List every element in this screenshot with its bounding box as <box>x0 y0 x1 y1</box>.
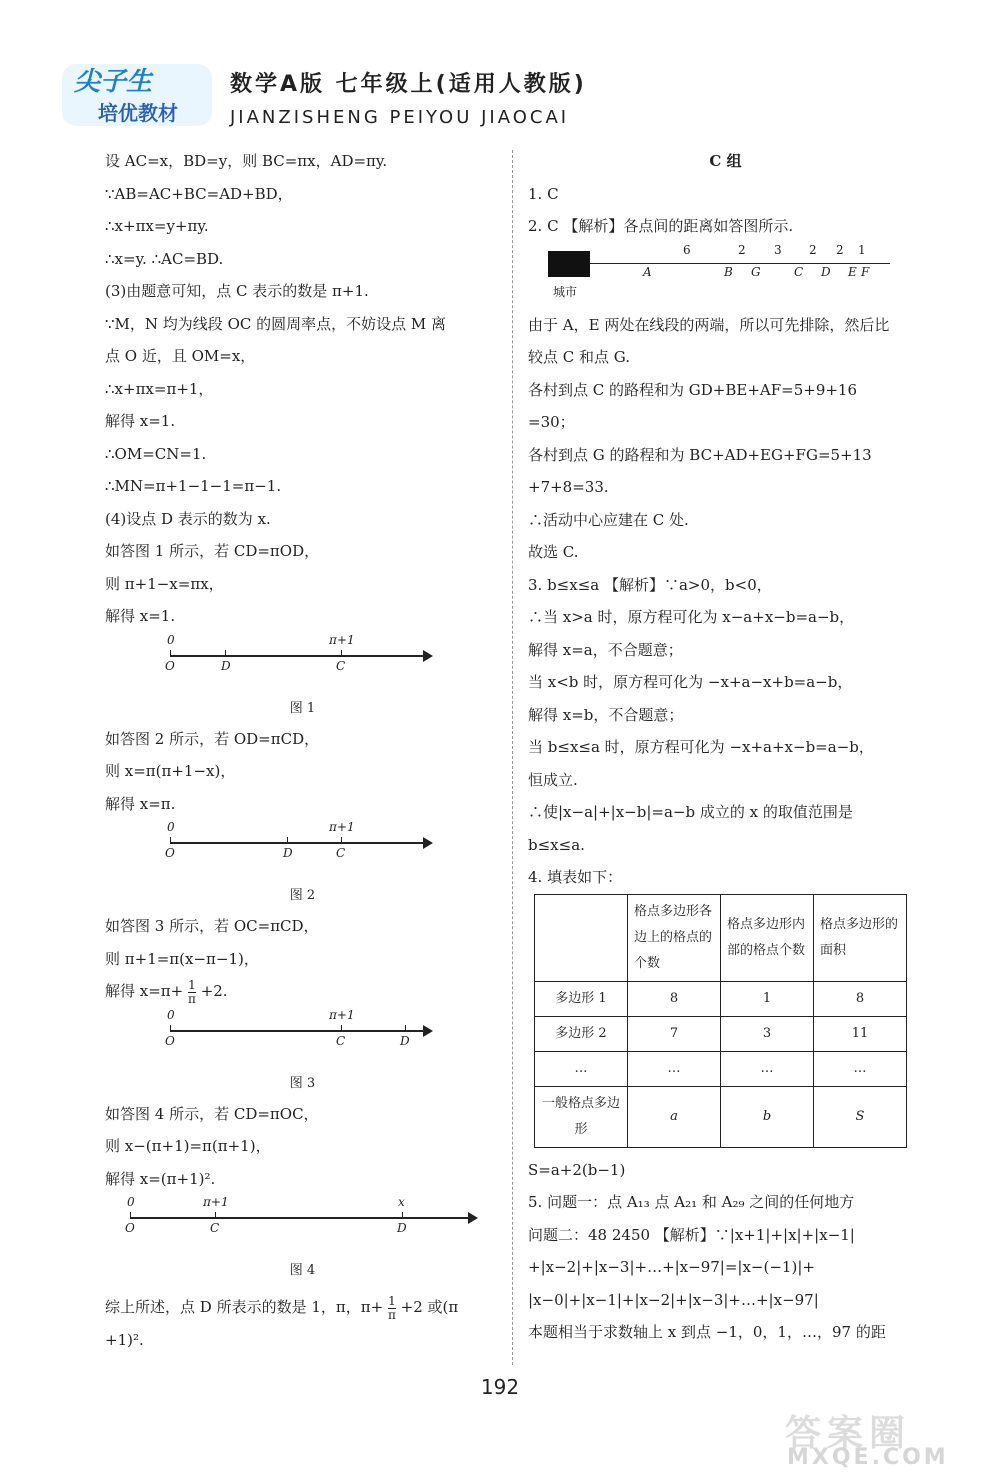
text-line: 如答图 2 所示，若 OD=πCD， <box>105 729 320 748</box>
text-line: 故选 C. <box>528 543 579 561</box>
table-header-row <box>535 894 907 981</box>
text-fragment: +2 或(π <box>400 1298 459 1316</box>
distance-label: 1 <box>858 242 866 257</box>
fraction-denominator: π <box>188 991 196 1006</box>
text-line: 解得 x=b，不合题意； <box>528 705 684 724</box>
book-title: 数学A版 七年级上(适用人教版) <box>230 72 587 97</box>
table-cell: … <box>721 1051 814 1086</box>
point-label: D <box>400 1033 410 1048</box>
table-cell: 3 <box>721 1016 814 1051</box>
tick <box>215 1212 216 1218</box>
figure-caption: 图 3 <box>289 1075 316 1091</box>
text-line: 如答图 1 所示，若 CD=πOD， <box>105 542 320 560</box>
axis-arrow <box>423 837 433 849</box>
number-line-figure-1 <box>105 633 500 695</box>
text-line: 设 AC=x，BD=y，则 BC=πx，AD=πy. <box>105 152 388 170</box>
table-cell: 11 <box>814 1016 907 1051</box>
text-line: 各村到点 C 的路程和为 GD+BE+AF=5+9+16 <box>528 380 858 399</box>
answer-line: 2. C 【解析】各点间的距离如答图所示. <box>528 217 794 235</box>
column-divider <box>512 150 513 1365</box>
figure-caption: 图 2 <box>289 888 316 903</box>
text-line: 解得 x=1. <box>105 412 176 430</box>
point-label: O <box>165 1033 175 1048</box>
axis-line <box>170 842 425 844</box>
point-label: C <box>210 1221 220 1235</box>
left-column <box>105 145 500 1356</box>
text-line: 解得 x=π. <box>105 794 176 813</box>
table-cell: 多边形 2 <box>535 1016 628 1051</box>
text-line: b≤x≤a. <box>528 835 585 854</box>
tick <box>287 837 288 843</box>
tick <box>130 1212 131 1218</box>
text-line: 当 x<b 时，原方程可化为 −x+a−x+b=a−b， <box>528 673 853 691</box>
polygon-table <box>534 894 907 1148</box>
point-label: F <box>861 264 870 279</box>
table-cell: 多边形 1 <box>535 981 628 1016</box>
distance-label: 2 <box>809 242 817 257</box>
point-label: C <box>336 1033 346 1048</box>
text-line: ∴x=y. ∴AC=BD. <box>105 249 224 268</box>
table-cell: … <box>628 1051 721 1086</box>
watermark-text: 答案圈 <box>785 1412 912 1454</box>
book-pinyin: JIANZISHENG PEIYOU JIAOCAI <box>230 107 570 128</box>
axis-line <box>130 1217 470 1219</box>
table-row <box>535 1016 907 1051</box>
text-line: ∴当 x>a 时，原方程可化为 x−a+x−b=a−b， <box>528 608 855 626</box>
table-cell: S <box>814 1086 907 1147</box>
text-line: ∴x+πx=y+πy. <box>105 217 209 235</box>
text-line: ∴活动中心应建在 C 处. <box>528 510 689 529</box>
point-label: D <box>283 846 293 860</box>
tick-label: π+1 <box>329 820 355 834</box>
text-line: 4. 填表如下： <box>528 868 623 886</box>
group-heading: C 组 <box>709 152 742 170</box>
text-fragment: +2. <box>200 982 228 1000</box>
axis-arrow <box>468 1212 478 1224</box>
right-column <box>528 145 923 1349</box>
city-label: 城市 <box>553 284 578 299</box>
table-header-cell: 格点多边形的面积 <box>814 894 907 981</box>
table-cell: b <box>721 1086 814 1147</box>
number-line-figure-3 <box>105 1008 500 1070</box>
tick <box>170 650 171 656</box>
table-header-cell: 格点多边形内部的格点个数 <box>721 894 814 981</box>
table-cell: 8 <box>628 981 721 1016</box>
solve-line-3 <box>105 975 500 1008</box>
text-line: 解得 x=1. <box>105 607 176 625</box>
tick <box>170 1025 171 1031</box>
text-line: (3)由题意可知，点 C 表示的数是 π+1. <box>105 282 369 300</box>
table-cell: … <box>814 1051 907 1086</box>
text-line: |x−0|+|x−1|+|x−2|+|x−3|+…+|x−97| <box>528 1290 819 1309</box>
figure-caption: 图 1 <box>289 700 316 716</box>
tick-label: π+1 <box>329 1007 355 1022</box>
text-line: ∴MN=π+1−1−1=π−1. <box>105 477 282 495</box>
point-label: D <box>221 658 231 673</box>
number-line-figure-4 <box>105 1195 500 1257</box>
table-header-cell: 格点多边形各边上的格点的个数 <box>628 894 721 981</box>
table-cell: 1 <box>721 981 814 1016</box>
point-label: C <box>336 658 346 673</box>
figure-caption: 图 4 <box>289 1263 316 1278</box>
tick-label: 0 <box>127 1195 135 1209</box>
distance-label: 6 <box>683 242 691 257</box>
point-label: C <box>794 264 804 279</box>
axis-arrow <box>423 650 433 662</box>
table-cell: a <box>628 1086 721 1147</box>
text-line: 问题二：48 2450 【解析】∵|x+1|+|x|+|x−1| <box>528 1225 855 1244</box>
text-line: +|x−2|+|x−3|+…+|x−97|=|x−(−1)|+ <box>528 1258 815 1276</box>
text-line: S=a+2(b−1) <box>528 1160 626 1179</box>
fraction <box>388 1295 396 1322</box>
text-line: 本题相当于求数轴上 x 到点 −1，0，1，…，97 的距 <box>528 1323 886 1341</box>
text-line: 较点 C 和点 G. <box>528 348 630 366</box>
point-label: D <box>397 1221 407 1235</box>
point-label: G <box>751 264 761 279</box>
text-line: 由于 A，E 两处在线段的两端，所以可先排除，然后比 <box>528 315 890 334</box>
distance-label: 2 <box>738 242 746 257</box>
tick-label: π+1 <box>329 632 355 647</box>
axis-arrow <box>423 1025 433 1037</box>
summary-line <box>105 1291 500 1324</box>
number-line-figure-2 <box>105 820 500 882</box>
page-number: 192 <box>480 1375 520 1399</box>
tick <box>402 1212 403 1218</box>
text-line: ∴OM=CN=1. <box>105 444 207 463</box>
road-line <box>590 263 890 264</box>
tick <box>341 1025 342 1031</box>
tick-label: 0 <box>167 632 175 647</box>
watermark-logo <box>785 1405 965 1470</box>
text-line: 点 O 近，且 OM=x， <box>105 347 256 365</box>
logo-text-2: 培优教材 <box>98 101 178 125</box>
text-line: +7+8=33. <box>528 478 609 496</box>
tick <box>341 837 342 843</box>
text-line: 5. 问题一：点 A₁₃ 点 A₂₁ 和 A₂₉ 之间的任何地方 <box>528 1193 855 1211</box>
table-row <box>535 981 907 1016</box>
watermark-url: MXQE.COM <box>787 1445 949 1470</box>
page-header <box>60 55 960 145</box>
text-line: 各村到点 G 的路程和为 BC+AD+EG+FG=5+13 <box>528 445 872 464</box>
axis-line <box>170 1030 425 1032</box>
text-line: 如答图 4 所示，若 CD=πOC， <box>105 1104 319 1123</box>
point-label: O <box>125 1221 135 1235</box>
table-cell: … <box>535 1051 628 1086</box>
answer-line: 1. C <box>528 184 559 203</box>
fraction-denominator: π <box>387 1307 396 1322</box>
text-line: 3. b≤x≤a 【解析】∵a>0，b<0， <box>528 575 772 594</box>
table-cell: 一般格点多边形 <box>535 1086 628 1147</box>
text-line: ∴x+πx=π+1， <box>105 379 214 398</box>
text-line: 则 π+1=π(x−π−1)， <box>105 949 259 968</box>
point-label: E <box>848 264 857 279</box>
tick-label: π+1 <box>203 1195 229 1209</box>
point-label: O <box>165 658 175 673</box>
point-label: D <box>821 264 831 279</box>
table-row <box>535 1051 907 1086</box>
text-line: 解得 x=(π+1)². <box>105 1169 216 1188</box>
tick-label: 0 <box>167 1007 175 1022</box>
tick-label: 0 <box>167 820 175 834</box>
text-line: ∴使|x−a|+|x−b|=a−b 成立的 x 的取值范围是 <box>528 803 853 821</box>
distance-label: 2 <box>836 242 844 257</box>
tick <box>225 650 226 656</box>
text-line: 恒成立. <box>528 770 578 789</box>
tick <box>341 650 342 656</box>
text-line: ∵M，N 均为线段 OC 的圆周率点，不妨设点 M 离 <box>105 314 447 333</box>
text-line: ∵AB=AC+BC=AD+BD， <box>105 184 293 203</box>
city-block <box>548 251 590 277</box>
text-line: 则 π+1−x=πx， <box>105 574 224 593</box>
text-line: 则 x−(π+1)=π(π+1)， <box>105 1137 271 1155</box>
point-label: A <box>643 264 652 279</box>
table-header-cell <box>535 894 628 981</box>
tick <box>405 1025 406 1031</box>
table-cell: 8 <box>814 981 907 1016</box>
axis-line <box>170 655 425 657</box>
text-fragment: 综上所述，点 D 所表示的数是 1，π，π+ <box>105 1298 384 1316</box>
tick-label: x <box>398 1195 405 1209</box>
fraction-numerator: 1 <box>388 1293 396 1308</box>
text-line: 解得 x=a，不合题意； <box>528 640 683 659</box>
text-fragment: 解得 x=π+ <box>105 982 184 1000</box>
fraction-numerator: 1 <box>188 977 196 992</box>
point-label: C <box>336 846 346 860</box>
text-line: =30； <box>528 413 575 431</box>
logo-text-1: 尖子生 <box>74 67 153 97</box>
point-label: B <box>724 264 733 279</box>
text-line: 当 b≤x≤a 时，原方程可化为 −x+a+x−b=a−b， <box>528 738 874 756</box>
road-diagram <box>528 243 923 309</box>
distance-label: 3 <box>774 242 782 257</box>
tick <box>170 837 171 843</box>
table-row <box>535 1086 907 1147</box>
text-line: 则 x=π(π+1−x)， <box>105 762 236 780</box>
publisher-logo <box>60 60 215 130</box>
fraction <box>188 979 196 1006</box>
table-cell: 7 <box>628 1016 721 1051</box>
text-line: (4)设点 D 表示的数为 x. <box>105 509 271 528</box>
text-line: 如答图 3 所示，若 OC=πCD， <box>105 917 319 935</box>
point-label: O <box>165 846 175 860</box>
text-line: +1)². <box>105 1330 144 1349</box>
